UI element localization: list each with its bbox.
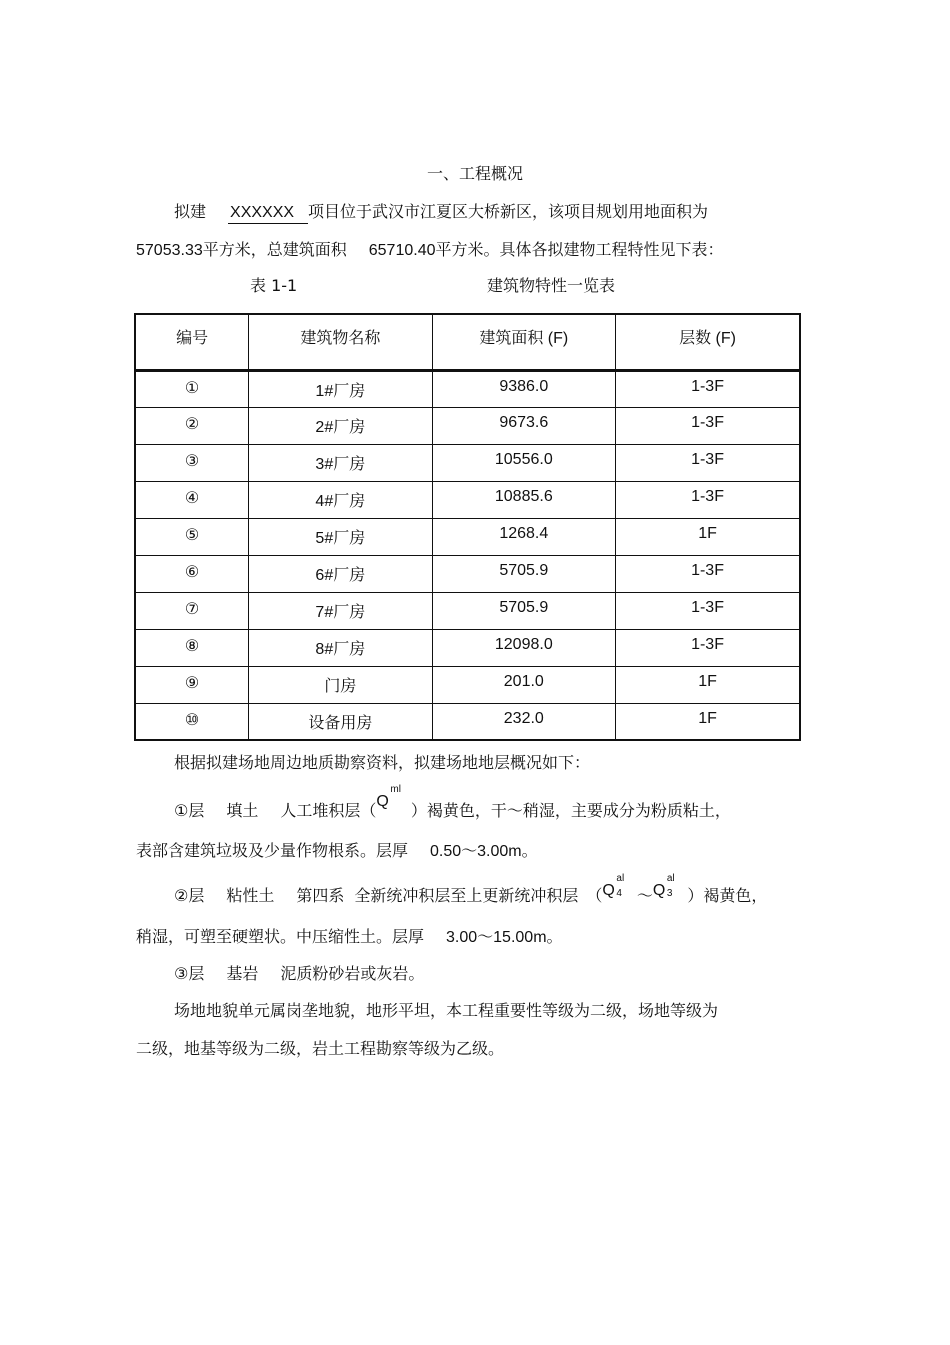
- layer2-tilde: ～: [636, 886, 653, 905]
- unit-1: 平方米，总建筑面积: [202, 240, 347, 259]
- layer3-desc: 泥质粉砂岩或灰岩。: [280, 964, 425, 983]
- layer1-label: ①层: [174, 801, 205, 820]
- cell-number: ④: [135, 481, 249, 518]
- cell-floor-area: 10885.6: [432, 481, 616, 518]
- cell-building-name: 6#厂房: [249, 555, 432, 592]
- layer2-line-2: [136, 929, 563, 946]
- intro-line1-rest: 项目位于武汉市江夏区大桥新区，该项目规划用地面积为: [308, 202, 709, 221]
- cell-floors: 1-3F: [616, 592, 800, 629]
- building-table: [134, 313, 801, 741]
- table-row: [135, 370, 800, 407]
- cell-floor-area: 9673.6: [432, 407, 616, 444]
- total-area: 65710.40: [368, 242, 436, 259]
- layer2-thickness: 3.00～15.00m。: [446, 929, 563, 946]
- cell-number: ⑨: [135, 666, 249, 703]
- table-caption-title: 建筑物特性一览表: [487, 276, 616, 295]
- layer2-type-suffix: ）褐黄色，: [687, 886, 768, 905]
- cell-building-name: 3#厂房: [249, 444, 432, 481]
- layer2-symbol-a: [602, 873, 625, 899]
- layer2-symbol-a-q: Q: [602, 882, 615, 899]
- layer2-label: ②层: [174, 886, 205, 905]
- cell-building-name: 4#厂房: [249, 481, 432, 518]
- layer2-name: 粘性土: [226, 886, 275, 905]
- project-name: XXXXXX: [228, 205, 308, 224]
- cell-floors: 1-3F: [616, 370, 800, 407]
- site-area: 57053.33: [136, 242, 203, 259]
- table-row: [135, 407, 800, 444]
- layer1-line-2: [136, 843, 538, 860]
- table-row: [135, 518, 800, 555]
- layer3-name: 基岩: [226, 964, 259, 983]
- cell-floor-area: 10556.0: [432, 444, 616, 481]
- cell-building-name: 7#厂房: [249, 592, 432, 629]
- cell-number: ①: [135, 370, 249, 407]
- layer2-symbol-b-q: Q: [652, 882, 666, 899]
- cell-floor-area: 232.0: [432, 703, 616, 740]
- layer2-symbol-b-sup: al: [666, 873, 675, 884]
- layer1-symbol: [376, 784, 401, 810]
- cell-number: ⑩: [135, 703, 249, 740]
- layer2-symbol-b-sub: 3: [666, 888, 673, 899]
- cell-number: ⑥: [135, 555, 249, 592]
- cell-floor-area: 5705.9: [432, 555, 616, 592]
- intro-prefix: 拟建: [174, 202, 207, 221]
- layer1-type-prefix: 人工堆积层（: [280, 801, 377, 820]
- layer1-thickness: 0.50～3.00m。: [430, 843, 538, 860]
- section-title: 一、工程概况: [426, 164, 523, 183]
- cell-floors: 1-3F: [616, 555, 800, 592]
- cell-building-name: 1#厂房: [249, 370, 432, 407]
- layer2-line-1: [174, 873, 768, 905]
- table-header-row: [135, 314, 800, 370]
- table-row: [135, 703, 800, 740]
- layer3-line: [174, 966, 424, 982]
- geology-intro: 根据拟建场地周边地质勘察资料，拟建场地地层概况如下：: [174, 753, 591, 772]
- layer2-symbol-a-sup: al: [616, 873, 625, 884]
- layer1-name: 填土: [226, 801, 259, 820]
- cell-building-name: 2#厂房: [249, 407, 432, 444]
- cell-building-name: 8#厂房: [249, 629, 432, 666]
- summary-line-1: 场地地貌单元属岗垄地貌，地形平坦，本工程重要性等级为二级，场地等级为: [174, 1001, 719, 1020]
- intro-line-2: [136, 242, 724, 259]
- table-row: [135, 629, 800, 666]
- header-number: 编号: [135, 314, 249, 370]
- cell-number: ⑧: [135, 629, 249, 666]
- table-row: [135, 666, 800, 703]
- table-row: [135, 481, 800, 518]
- header-floors: 层数 (F): [616, 314, 800, 370]
- intro-line-1: [174, 204, 708, 224]
- layer1-line2: 表部含建筑垃圾及少量作物根系。层厚: [136, 841, 409, 860]
- cell-number: ②: [135, 407, 249, 444]
- table-caption-number: 表 1-1: [250, 276, 298, 295]
- cell-floors: 1F: [616, 666, 800, 703]
- cell-floors: 1F: [616, 703, 800, 740]
- layer1-symbol-sup: ml: [390, 784, 401, 795]
- layer1-symbol-q: Q: [376, 793, 389, 810]
- table-row: [135, 555, 800, 592]
- table-row: [135, 592, 800, 629]
- layer2-symbol-b: [652, 873, 675, 899]
- layer2-line2: 稍湿，可塑至硬塑状。中压缩性土。层厚: [136, 927, 425, 946]
- layer1-line-1: [174, 784, 731, 820]
- cell-building-name: 门房: [249, 666, 432, 703]
- header-building-name: 建筑物名称: [249, 314, 432, 370]
- cell-floors: 1F: [616, 518, 800, 555]
- layer2-type-prefix: 全新统冲积层至上更新统冲积层 （: [354, 886, 603, 905]
- cell-floors: 1-3F: [616, 481, 800, 518]
- intro-line2-rest: 平方米。具体各拟建物工程特性见下表：: [435, 240, 724, 259]
- cell-floors: 1-3F: [616, 407, 800, 444]
- cell-floor-area: 5705.9: [432, 592, 616, 629]
- cell-number: ③: [135, 444, 249, 481]
- cell-building-name: 5#厂房: [249, 518, 432, 555]
- cell-floor-area: 201.0: [432, 666, 616, 703]
- cell-floor-area: 9386.0: [432, 370, 616, 407]
- layer1-type-suffix: ）褐黄色，干～稍湿，主要成分为粉质粘土，: [410, 801, 731, 820]
- layer3-label: ③层: [174, 964, 205, 983]
- cell-building-name: 设备用房: [249, 703, 432, 740]
- cell-floors: 1-3F: [616, 629, 800, 666]
- cell-number: ⑤: [135, 518, 249, 555]
- cell-number: ⑦: [135, 592, 249, 629]
- cell-floor-area: 12098.0: [432, 629, 616, 666]
- layer2-symbol-a-sub: 4: [616, 888, 622, 899]
- header-floor-area: 建筑面积 (F): [432, 314, 616, 370]
- cell-floor-area: 1268.4: [432, 518, 616, 555]
- table-row: [135, 444, 800, 481]
- layer2-era: 第四系: [296, 886, 345, 905]
- summary-line-2: 二级，地基等级为二级，岩土工程勘察等级为乙级。: [136, 1039, 505, 1058]
- cell-floors: 1-3F: [616, 444, 800, 481]
